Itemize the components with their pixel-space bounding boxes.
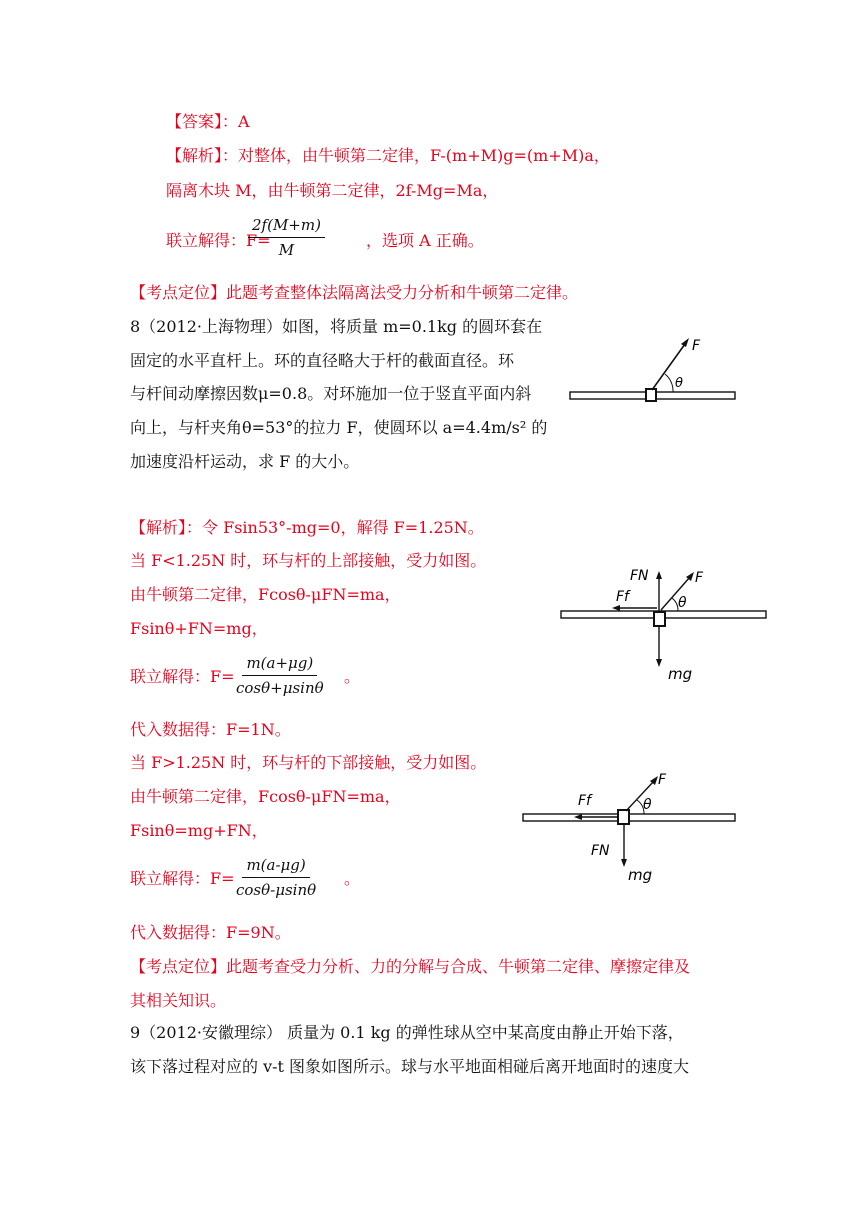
ff-arrow-head-1 bbox=[612, 605, 620, 611]
mg-arrow-head-1 bbox=[656, 659, 662, 667]
fig1-label-Ff: Ff bbox=[616, 589, 629, 605]
fig2-label-FN: FN bbox=[591, 843, 610, 859]
q8-figure bbox=[565, 330, 745, 420]
solve-fraction bbox=[248, 215, 325, 260]
q8-line-1: 8（2012·上海物理）如图，将质量 m=0.1kg 的圆环套在 bbox=[130, 317, 543, 336]
fig1-label-FN: FN bbox=[630, 568, 649, 584]
a8-line-2: 当 F<1.25N 时，环与杆的上部接触，受力如图。 bbox=[130, 551, 487, 570]
a8-line-3: 由牛顿第二定律，Fcosθ-μFN=ma， bbox=[130, 585, 401, 604]
force-diagram-1 bbox=[556, 555, 771, 685]
a8-line-10-suffix: 。 bbox=[344, 869, 361, 888]
fig1-label-mg: mg bbox=[668, 665, 693, 683]
a8-fraction-1-num: m(a+μg) bbox=[242, 653, 317, 676]
a8-line-11: 代入数据得：F=9N。 bbox=[130, 923, 291, 942]
fig-label-theta: θ bbox=[675, 376, 683, 391]
a8-line-5-suffix: 。 bbox=[344, 667, 361, 686]
fig1-label-F: F bbox=[695, 570, 704, 586]
theta-arc bbox=[665, 374, 673, 392]
q8-line-4: 向上，与杆夹角θ=53°的拉力 F，使圆环以 a=4.4m/s² 的 bbox=[130, 418, 548, 437]
solve-numerator: 2f(M+m) bbox=[248, 215, 325, 238]
a8-line-9: Fsinθ=mg+FN， bbox=[130, 821, 268, 840]
ring-1 bbox=[654, 612, 665, 626]
analysis-line-1: 【解析】：对整体，由牛顿第二定律，F-(m+M)g=(m+M)a， bbox=[166, 146, 610, 165]
a8-line-10-prefix: 联立解得：F= bbox=[130, 869, 235, 888]
q9-line-1: 9（2012·安徽理综） 质量为 0.1 kg 的弹性球从空中某高度由静止开始下落， bbox=[130, 1023, 684, 1042]
fig1-label-theta: θ bbox=[678, 595, 687, 611]
force-arrow-head bbox=[681, 338, 689, 347]
a8-line-8: 由牛顿第二定律，Fcosθ-μFN=ma， bbox=[130, 787, 401, 806]
a8-fraction-2-den: cosθ-μsinθ bbox=[236, 881, 317, 899]
fig2-label-F: F bbox=[658, 772, 667, 788]
a8-kaodian-1: 【考点定位】此题考查受力分析、力的分解与合成、牛顿第二定律、摩擦定律及 bbox=[130, 957, 691, 976]
q8-line-5: 加速度沿杆运动，求 F 的大小。 bbox=[130, 452, 360, 471]
q8-line-2: 固定的水平直杆上。环的直径略大于杆的截面直径。环 bbox=[130, 351, 515, 370]
a8-line-1: 【解析】：令 Fsin53°-mg=0，解得 F=1.25N。 bbox=[130, 518, 484, 537]
a8-line-7: 当 F>1.25N 时，环与杆的下部接触，受力如图。 bbox=[130, 753, 487, 772]
solve-prefix: 联立解得：F= bbox=[166, 231, 271, 250]
solve-suffix: ，选项 A 正确。 bbox=[366, 231, 484, 250]
a8-line-4: Fsinθ+FN=mg， bbox=[130, 619, 268, 638]
a8-kaodian-2: 其相关知识。 bbox=[130, 991, 227, 1010]
ring-2 bbox=[618, 810, 629, 824]
a8-fraction-1 bbox=[236, 653, 324, 698]
fn-mg-arrow-head-2 bbox=[621, 859, 627, 867]
answer-line: 【答案】：A bbox=[166, 112, 250, 131]
a8-fraction-2-num: m(a-μg) bbox=[242, 855, 309, 878]
q8-line-3: 与杆间动摩擦因数μ=0.8。对环施加一位于竖直平面内斜 bbox=[130, 384, 532, 403]
analysis-line-2: 隔离木块 M，由牛顿第二定律，2f-Mg=Ma， bbox=[166, 181, 499, 200]
ff-arrow-head-2 bbox=[574, 814, 582, 820]
fig2-label-theta: θ bbox=[643, 797, 652, 813]
fig-label-F: F bbox=[692, 338, 701, 354]
fig2-label-Ff: Ff bbox=[578, 793, 591, 809]
force-diagram-2 bbox=[518, 765, 740, 890]
a8-line-5-prefix: 联立解得：F= bbox=[130, 667, 235, 686]
q9-line-2: 该下落过程对应的 v-t 图象如图所示。球与水平地面相碰后离开地面时的速度大 bbox=[130, 1057, 690, 1076]
kaodian-line: 【考点定位】此题考查整体法隔离法受力分析和牛顿第二定律。 bbox=[130, 283, 579, 302]
fig2-label-mg: mg bbox=[628, 866, 653, 884]
a8-fraction-1-den: cosθ+μsinθ bbox=[236, 679, 324, 697]
ring bbox=[646, 389, 656, 401]
solve-denominator: M bbox=[278, 241, 295, 259]
a8-line-6: 代入数据得：F=1N。 bbox=[130, 720, 291, 739]
a8-fraction-2 bbox=[236, 855, 316, 900]
fn-arrow-head-1 bbox=[656, 571, 662, 579]
